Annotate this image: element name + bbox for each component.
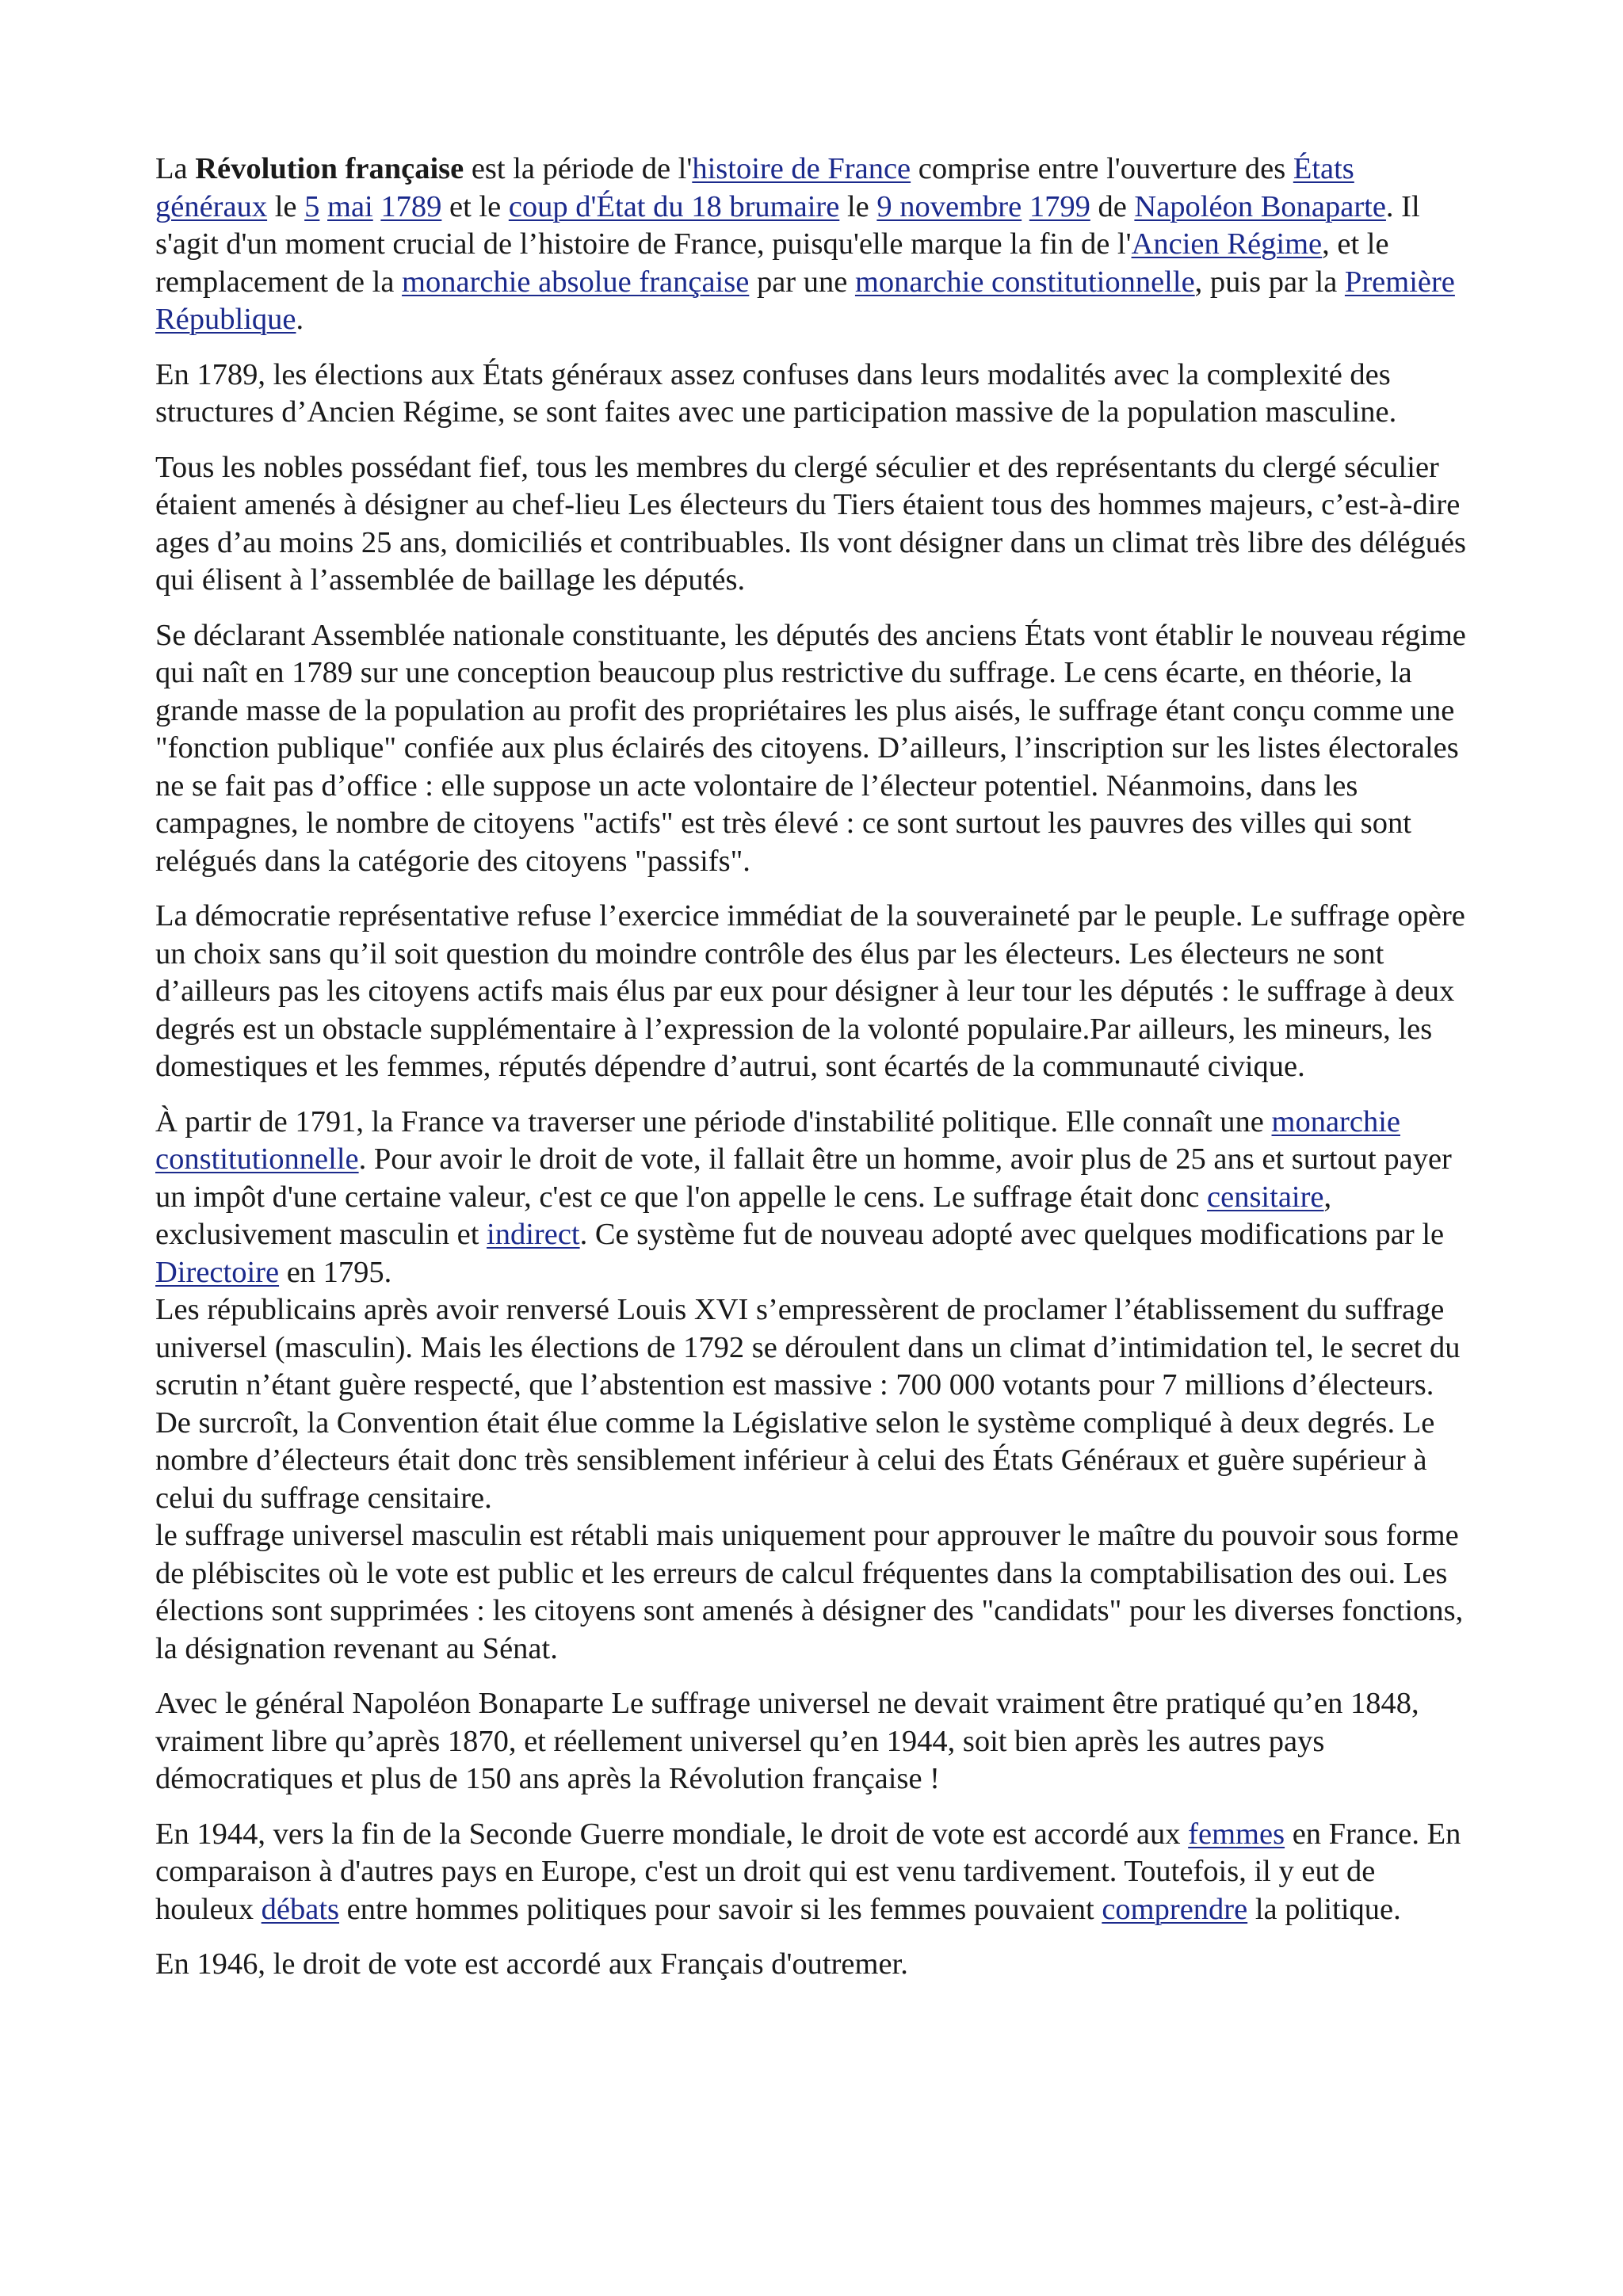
hyperlink[interactable]: censitaire — [1207, 1180, 1324, 1214]
hyperlink[interactable]: États généraux — [155, 152, 1354, 223]
paragraph — [155, 1816, 1471, 1929]
hyperlink[interactable]: indirect — [487, 1218, 580, 1251]
text-run: La démocratie représentative refuse l’exercice immédiat de la souveraineté par le peuple. Le suffrage opère un choix sans qu’il soit question du moindre contrôle des élus par les électeurs. Les électeurs ne sont d’ailleurs pas les citoyens actifs mais élus par eux pour désigner à leur tour les députés : le suffrage à deux degrés est un obstacle supplémentaire à l’expression de la volonté populaire.Par ailleurs, les mineurs, les domestiques et les femmes, réputés dépendre d’autrui, sont écartés de la communauté civique. — [155, 899, 1465, 1083]
hyperlink[interactable]: Directoire — [155, 1255, 280, 1289]
text-run: . Ce système fut de nouveau adopté avec quelques modifications par le — [579, 1218, 1445, 1251]
hyperlink[interactable]: histoire de France — [692, 152, 911, 185]
hyperlink[interactable]: comprendre — [1102, 1892, 1248, 1926]
text-run: En 1946, le droit de vote est accordé aux Français d'outremer. — [155, 1947, 908, 1981]
hyperlink[interactable]: 1789 — [380, 189, 442, 223]
paragraph — [155, 449, 1471, 600]
text-run — [319, 190, 327, 223]
text-run: En 1944, vers la fin de la Seconde Guerre mondiale, le droit de vote est accordé aux — [155, 1817, 1189, 1851]
hyperlink[interactable]: Napoléon Bonaparte — [1134, 189, 1386, 223]
document-page — [155, 151, 1471, 2001]
text-run: le — [839, 189, 877, 223]
text-run: La — [155, 152, 196, 185]
text-run: le suffrage universel masculin est rétabli mais uniquement pour approuver le maître du pouvoir sous forme de plébiscites où le vote est public et les erreurs de calcul fréquentes dans la comptabilisation des oui. Les élections sont supprimées : les citoyens sont amenés à désigner des "candidats" pour les diverses fonctions, la désignation revenant au Sénat. — [155, 1519, 1464, 1665]
text-run: , et le remplacement de la — [155, 227, 1389, 299]
text-run: par une — [749, 265, 855, 299]
paragraph — [155, 1517, 1471, 1668]
paragraph — [155, 357, 1471, 432]
text-run: comprise entre l'ouverture des — [911, 152, 1293, 185]
hyperlink[interactable]: Ancien Régime — [1131, 227, 1323, 261]
text-run: entre hommes politiques pour savoir si les femmes pouvaient — [339, 1892, 1102, 1926]
text-run: la politique. — [1247, 1892, 1401, 1926]
text-run: . — [296, 303, 304, 336]
hyperlink[interactable]: femmes — [1188, 1817, 1285, 1851]
hyperlink[interactable]: monarchie absolue française — [402, 265, 750, 299]
text-run: Tous les nobles possédant fief, tous les membres du clergé séculier et des représentants du clergé séculier étaient amenés à désigner au chef-lieu Les électeurs du Tiers étaient tous des hommes majeurs, c’est-à-dire ages d’au moins 25 ans, domiciliés et contribuables. Ils vont désigner dans un climat très libre des délégués qui élisent à l’assemblée de baillage les députés. — [155, 450, 1467, 597]
paragraph — [155, 1685, 1471, 1798]
hyperlink[interactable]: mai — [327, 189, 373, 223]
text-run: . Pour avoir le droit de vote, il fallait être un homme, avoir plus de 25 ans et surtout payer un impôt d'une certaine valeur, c'est ce que l'on appelle le cens. Le suffrage était donc — [155, 1142, 1452, 1214]
text-run: le — [267, 189, 305, 223]
text-run: est la période de l' — [464, 152, 693, 185]
text-run: En 1789, les élections aux États généraux assez confuses dans leurs modalités avec la complexité des structures d’Ancien Régime, se sont faites avec une participation massive de la population masculine. — [155, 357, 1397, 429]
text-run: Les républicains après avoir renversé Louis XVI s’empressèrent de proclamer l’établissement du suffrage universel (masculin). Mais les élections de 1792 se déroulent dans un climat d’intimidation tel, le secret du scrutin n’étant guère respecté, que l’abstention est massive : 700 000 votants pour 7 millions d’électeurs. De surcroît, la Convention était élue comme la Législative selon le système compliqué à deux degrés. Le nombre d’électeurs était donc très sensiblement inférieur à celui des États Généraux et guère supérieur à celui du suffrage censitaire. — [155, 1293, 1461, 1515]
text-run: Se déclarant Assemblée nationale constituante, les députés des anciens États vont établir le nouveau régime qui naît en 1789 sur une conception beaucoup plus restrictive du suffrage. Le cens écarte, en théorie, la grande masse de la population au profit des propriétaires les plus aisés, le suffrage étant conçu comme une "fonction publique" confiée aux plus éclairés des citoyens. D’ailleurs, l’inscription sur les listes électorales ne se fait pas d’office : elle suppose un acte volontaire de l’électeur potentiel. Néanmoins, dans les campagnes, le nombre de citoyens "actifs" est très élevé : ce sont surtout les pauvres des villes qui sont relégués dans la catégorie des citoyens "passifs". — [155, 618, 1466, 878]
hyperlink[interactable]: 9 novembre — [876, 189, 1022, 223]
paragraph — [155, 898, 1471, 1086]
hyperlink[interactable]: monarchie constitutionnelle — [155, 1104, 1400, 1176]
text-run — [1022, 190, 1029, 223]
hyperlink[interactable]: monarchie constitutionnelle — [854, 265, 1195, 299]
hyperlink[interactable]: Première République — [155, 265, 1455, 336]
paragraph — [155, 1946, 1471, 1984]
text-run — [373, 190, 381, 223]
hyperlink[interactable]: débats — [261, 1892, 340, 1926]
hyperlink[interactable]: 5 — [304, 189, 320, 223]
text-run: . Il s'agit d'un moment crucial de l’histoire de France, puisqu'elle marque la fin de l' — [155, 189, 1420, 261]
text-run: et le — [441, 189, 509, 223]
hyperlink[interactable]: coup d'État du 18 brumaire — [508, 189, 840, 223]
bold-term: Révolution française — [195, 152, 464, 185]
text-run: À partir de 1791, la France va traverser une période d'instabilité politique. Elle connaît une — [155, 1104, 1272, 1138]
text-run: Avec le général Napoléon Bonaparte Le suffrage universel ne devait vraiment être pratiqué qu’en 1848, vraiment libre qu’après 1870, et réellement universel qu’en 1944, soit bien après les autres pays démocratiques et plus de 150 ans après la Révolution française ! — [155, 1687, 1419, 1795]
text-run: , puis par la — [1194, 265, 1345, 299]
paragraph — [155, 1291, 1471, 1517]
text-run: en 1795. — [279, 1255, 392, 1289]
paragraph — [155, 1104, 1471, 1292]
text-run: de — [1090, 189, 1135, 223]
paragraph — [155, 617, 1471, 881]
paragraph — [155, 151, 1471, 339]
text-run: , exclusivement masculin et — [155, 1180, 1332, 1251]
text-run: en France. En comparaison à d'autres pays en Europe, c'est un droit qui est venu tardivement. Toutefois, il y eut de houleux — [155, 1817, 1461, 1926]
hyperlink[interactable]: 1799 — [1029, 189, 1090, 223]
